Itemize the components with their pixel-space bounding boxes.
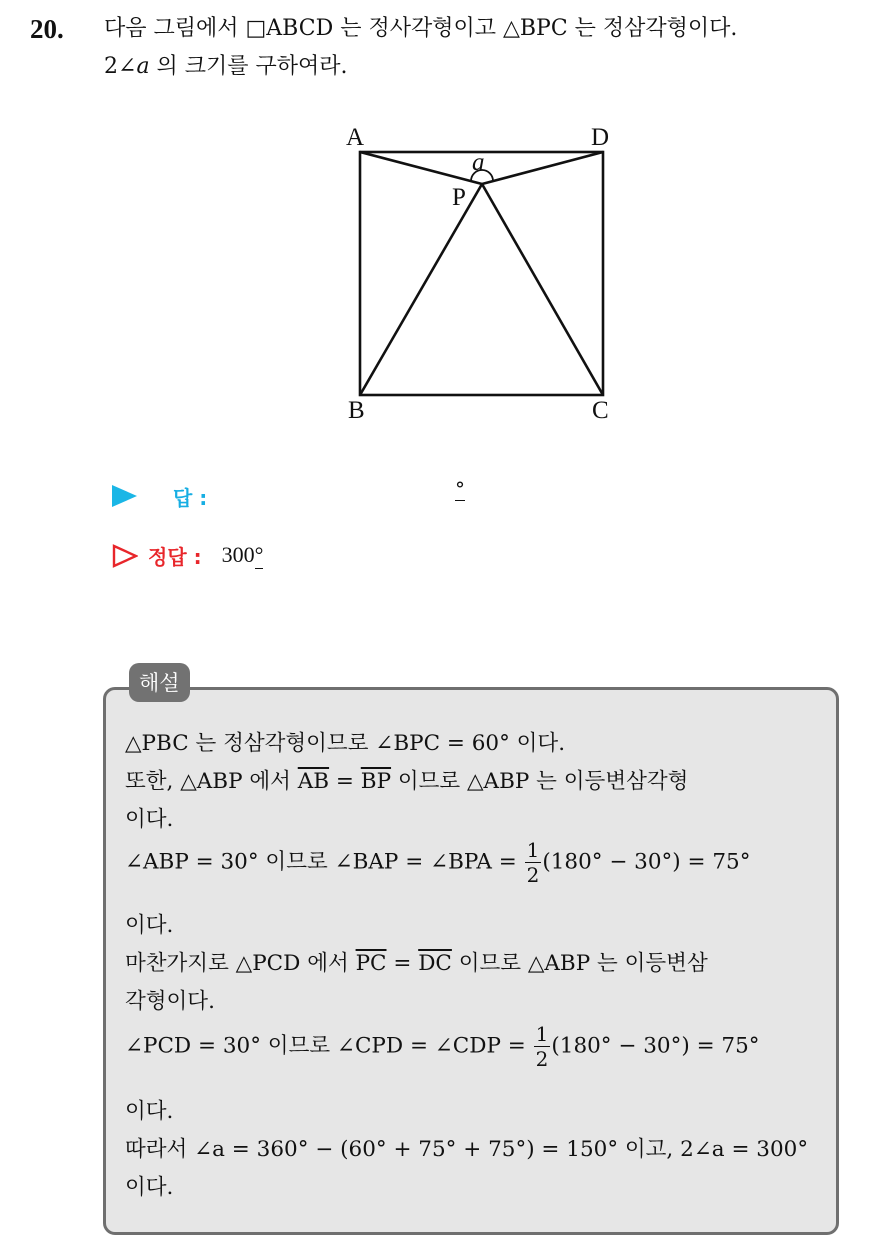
solution-tab: 해설 <box>129 663 190 702</box>
label-p: P <box>452 184 466 211</box>
correct-number: 300 <box>221 542 255 568</box>
solution-line: ∠ABP = 30° 이므로 ∠BAP = ∠BPA = $\frac{1}{2}$ (180° − 30°) = 75° <box>125 838 751 887</box>
segment-pc-overline: $\overline{PC}$ <box>355 951 387 976</box>
answer-unit: ° <box>455 477 465 501</box>
question-prefix: 2∠ <box>104 54 137 79</box>
correct-answer-row <box>112 541 263 570</box>
segment-bp-overline: $\overline{BP}$ <box>360 769 392 794</box>
question-text-line1: 다음 그림에서 □ABCD 는 정사각형이고 △BPC 는 정삼각형이다. <box>104 16 738 41</box>
fraction: $\frac{1}{2}$ <box>535 1022 549 1071</box>
label-b: B <box>348 397 365 424</box>
answer-label: 답 : <box>173 485 208 510</box>
fraction: $\frac{1}{2}$ <box>526 838 540 887</box>
solution-line: ∠PCD = 30° 이므로 ∠CPD = ∠CDP = $\frac{1}{2}$ (180° − 30°) = 75° <box>125 1022 760 1071</box>
question-number: 20. <box>30 14 64 44</box>
answer-row <box>112 477 812 511</box>
question-text-line2 <box>104 54 348 80</box>
segment-dc-overline: $\overline{DC}$ <box>418 951 452 976</box>
segment-ab-overline: $\overline{AB}$ <box>297 769 330 794</box>
solution-line: 이다. <box>125 913 174 938</box>
answer-input[interactable] <box>455 477 465 501</box>
correct-arrow-icon <box>112 544 138 568</box>
solution-line: 이다. <box>125 807 174 832</box>
solution-line: △PBC 는 정삼각형이므로 ∠BPC = 60° 이다. <box>125 731 566 756</box>
label-d: D <box>591 124 610 151</box>
segment-dp <box>482 152 603 184</box>
geometry-figure <box>330 118 630 428</box>
correct-label: 정답 : <box>148 545 202 569</box>
segment-ap <box>360 152 482 184</box>
solution-line: 또한, △ABP 에서 $\overline{AB} = \overline{BP}$ 이므로 △ABP 는 이등변삼각형 <box>125 769 689 794</box>
solution-line: 따라서 ∠a = 360° − (60° + 75° + 75°) = 150° 이고, 2∠a = 300° <box>125 1137 809 1162</box>
segment-cp <box>482 184 603 395</box>
solution-line: 이다. <box>125 1099 174 1124</box>
square-abcd <box>360 152 603 395</box>
segment-bp <box>360 184 482 395</box>
solution-line: 이다. <box>125 1175 174 1200</box>
solution-line: 각형이다. <box>125 989 215 1014</box>
answer-arrow-icon <box>112 485 137 507</box>
correct-value <box>222 542 264 568</box>
correct-unit: ° <box>254 542 264 568</box>
question-variable: a <box>136 54 150 79</box>
solution-line: 마찬가지로 △PCD 에서 $\overline{PC} = \overline{DC}$ 이므로 △ABP 는 이등변삼 <box>125 951 708 976</box>
label-angle-a: a <box>472 149 485 176</box>
question-suffix: 의 크기를 구하여라. <box>149 54 348 79</box>
label-c: C <box>592 397 609 424</box>
label-a: A <box>346 124 365 151</box>
